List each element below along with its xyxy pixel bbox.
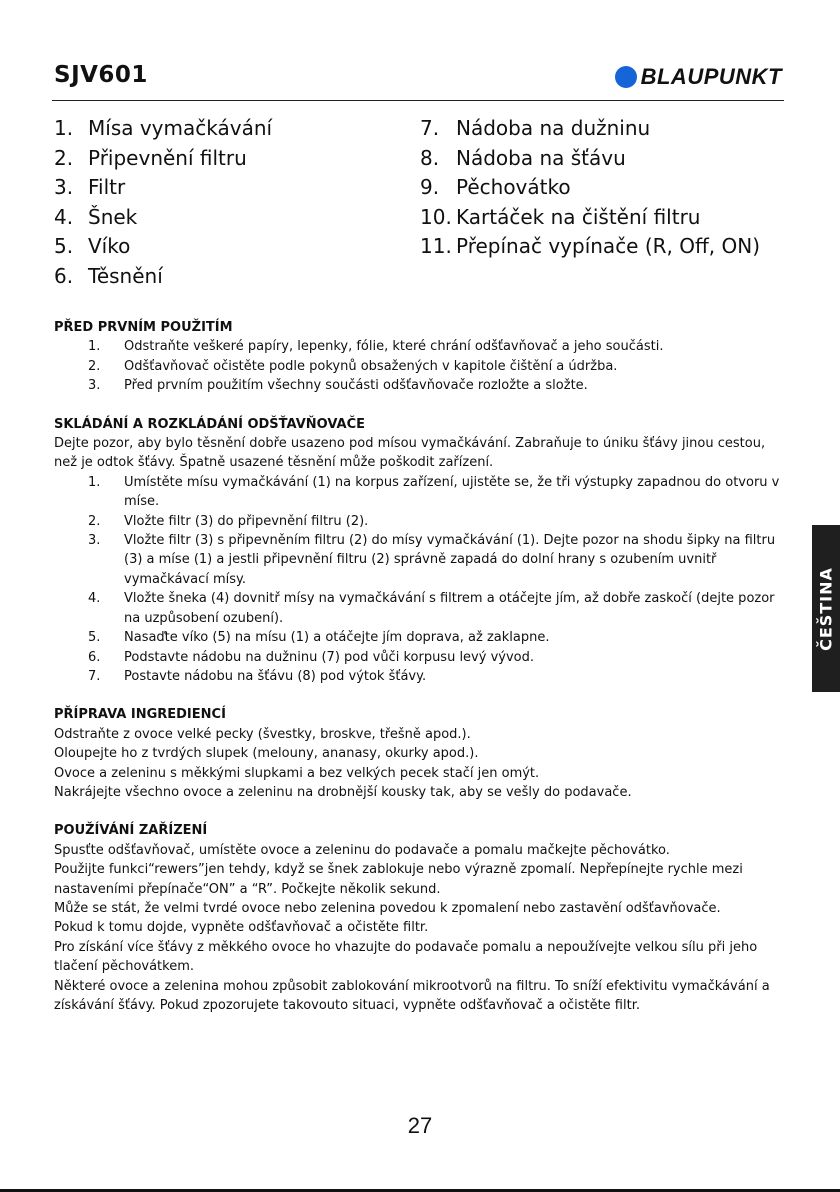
paragraph: Použijte funkci“rewers”jen tehdy, když se šnek zablokuje nebo výrazně zpomalí. Nepřepínejte rychle mezi nastaveními přepínače“ON” a “R”. Počkejte několik sekund. xyxy=(54,862,743,897)
part-number: 11. xyxy=(420,234,452,259)
part-item xyxy=(54,114,394,144)
step-item xyxy=(54,667,789,686)
step-text: Vložte filtr (3) do připevnění filtru (2). xyxy=(124,513,369,529)
step-number: 2. xyxy=(88,358,101,374)
part-item xyxy=(420,232,800,262)
model-name: SJV601 xyxy=(54,62,148,88)
step-text: Nasaďte víko (5) na mísu (1) a otáčejte jím doprava, až zaklapne. xyxy=(124,630,550,646)
step-number: 7. xyxy=(88,668,101,684)
section-title: POUŽÍVÁNÍ ZAŘÍZENÍ xyxy=(54,823,208,839)
part-item xyxy=(54,144,394,174)
step-text: Vložte šneka (4) dovnitř mísy na vymačkávání s filtrem a otáčejte jím, až dobře zaskočí (dejte pozor na uzpůsobení ozubení). xyxy=(124,591,775,626)
step-list xyxy=(54,337,789,395)
part-item xyxy=(54,262,394,292)
section-title: PŘÍPRAVA INGREDIENCÍ xyxy=(54,707,226,723)
step-number: 1. xyxy=(88,474,101,490)
part-number: 4. xyxy=(54,204,74,229)
step-list xyxy=(54,473,789,686)
paragraph: Ovoce a zeleninu s měkkými slupkami a bez velkých pecek stačí jen omýt. xyxy=(54,765,540,781)
paragraph: Pro získání více šťávy z měkkého ovoce ho vhazujte do podavače pomalu a nepoužívejte velkou sílu při jeho tlačení pěchovátkem. xyxy=(54,939,758,975)
part-label: Připevnění filtru xyxy=(88,145,247,170)
part-number: 6. xyxy=(54,263,74,288)
brand-logo xyxy=(615,64,782,90)
step-item xyxy=(54,531,789,589)
step-text: Podstavte nádobu na dužninu (7) pod vůči korpusu levý vývod. xyxy=(124,649,534,665)
paragraph: Nakrájejte všechno ovoce a zeleninu na drobnější kousky tak, aby se vešly do podavače. xyxy=(54,784,632,800)
paragraph: Pokud k tomu dojde, vypněte odšťavňovač a očistěte filtr. xyxy=(54,920,429,936)
step-item xyxy=(54,589,789,628)
part-number: 2. xyxy=(54,145,74,170)
part-number: 5. xyxy=(54,234,74,259)
step-text: Odšťavňovač očistěte podle pokynů obsažených v kapitole čištění a údržba. xyxy=(124,358,618,374)
language-tab xyxy=(812,525,840,692)
parts-list-right xyxy=(420,114,800,262)
section xyxy=(54,415,789,687)
section xyxy=(54,705,789,802)
step-item xyxy=(54,473,789,512)
part-label: Přepínač vypínače (R, Off, ON) xyxy=(456,234,761,259)
part-label: Filtr xyxy=(88,175,126,200)
part-number: 8. xyxy=(420,145,440,170)
part-number: 9. xyxy=(420,175,440,200)
brand-dot-icon xyxy=(615,66,637,88)
step-item xyxy=(54,648,789,667)
section xyxy=(54,318,789,396)
part-item xyxy=(420,203,800,233)
parts-list-left xyxy=(54,114,394,292)
step-text: Vložte filtr (3) s připevněním filtru (2) do mísy vymačkávání (1). Dejte pozor na shodu šipky na filtru (3) a míse (1) a jestli připevnění filtru (2) správně zapadá do dolní hrany s ozubením uvnitř vymačkávací mísy. xyxy=(124,533,776,587)
paragraph: Může se stát, že velmi tvrdé ovoce nebo zelenina povedou k zpomalení nebo zastavění odšťavňovače. xyxy=(54,900,721,916)
part-label: Šnek xyxy=(88,204,138,229)
paragraph: Dejte pozor, aby bylo těsnění dobře usazeno pod mísou vymačkávání. Zabraňuje to úniku šťávy jinou cestou, než je odtok šťávy. Špatně usazené těsnění může poškodit zařízení. xyxy=(54,436,766,471)
step-item xyxy=(54,512,789,531)
step-number: 2. xyxy=(88,513,101,529)
step-item xyxy=(54,376,789,395)
step-text: Před prvním použitím všechny součásti odšťavňovače rozložte a složte. xyxy=(124,378,588,394)
page-number: 27 xyxy=(407,1113,433,1138)
step-number: 3. xyxy=(88,378,101,394)
step-number: 4. xyxy=(88,591,101,607)
part-label: Těsnění xyxy=(88,263,163,288)
part-number: 7. xyxy=(420,116,440,140)
section-title: SKLÁDÁNÍ A ROZKLÁDÁNÍ ODŠŤAVŇOVAČE xyxy=(54,416,366,432)
paragraph: Spusťte odšťavňovač, umístěte ovoce a zeleninu do podavače a pomalu mačkejte pěchovátko. xyxy=(54,842,670,858)
step-item xyxy=(54,337,789,356)
part-label: Pěchovátko xyxy=(456,175,571,200)
section-title: PŘED PRVNÍM POUŽITÍM xyxy=(54,320,233,335)
step-item xyxy=(54,628,789,647)
part-label: Nádoba na dužninu xyxy=(456,116,651,140)
section xyxy=(54,821,789,1015)
step-number: 6. xyxy=(88,649,101,665)
part-item xyxy=(54,232,394,262)
paragraph: Odstraňte z ovoce velké pecky (švestky, broskve, třešně apod.). xyxy=(54,726,471,742)
paragraph: Oloupejte ho z tvrdých slupek (melouny, ananasy, okurky apod.). xyxy=(54,746,479,762)
step-text: Umístěte mísu vymačkávání (1) na korpus zařízení, ujistěte se, že tři výstupky zapadnou do otvoru v míse. xyxy=(124,474,780,510)
step-number: 3. xyxy=(88,533,101,549)
part-number: 3. xyxy=(54,175,74,200)
part-item xyxy=(420,114,800,144)
page-header xyxy=(52,56,784,101)
part-item xyxy=(54,173,394,203)
language-tab-label: ČEŠTINA xyxy=(816,566,836,651)
instructions-body xyxy=(54,318,789,1034)
part-number: 10. xyxy=(420,204,452,229)
part-label: Víko xyxy=(88,234,131,259)
step-text: Odstraňte veškeré papíry, lepenky, fólie, které chrání odšťavňovač a jeho součásti. xyxy=(124,339,664,355)
part-label: Nádoba na šťávu xyxy=(456,145,626,170)
step-number: 1. xyxy=(88,339,101,355)
part-label: Mísa vymačkávání xyxy=(88,116,273,140)
part-label: Kartáček na čištění filtru xyxy=(456,204,701,229)
step-number: 5. xyxy=(88,630,101,646)
part-item xyxy=(54,203,394,233)
part-number: 1. xyxy=(54,116,74,140)
brand-name: BLAUPUNKT xyxy=(640,64,782,89)
step-text: Postavte nádobu na šťávu (8) pod výtok šťávy. xyxy=(124,668,427,684)
part-item xyxy=(420,173,800,203)
part-item xyxy=(420,144,800,174)
paragraph: Některé ovoce a zelenina mohou způsobit zablokování mikrootvorů na filtru. To sníží efektivitu vymačkávání a získávání šťávy. Pokud zpozorujete takovouto situaci, vypněte odšťavňovač a očistěte filtr. xyxy=(54,978,770,1013)
step-item xyxy=(54,357,789,376)
